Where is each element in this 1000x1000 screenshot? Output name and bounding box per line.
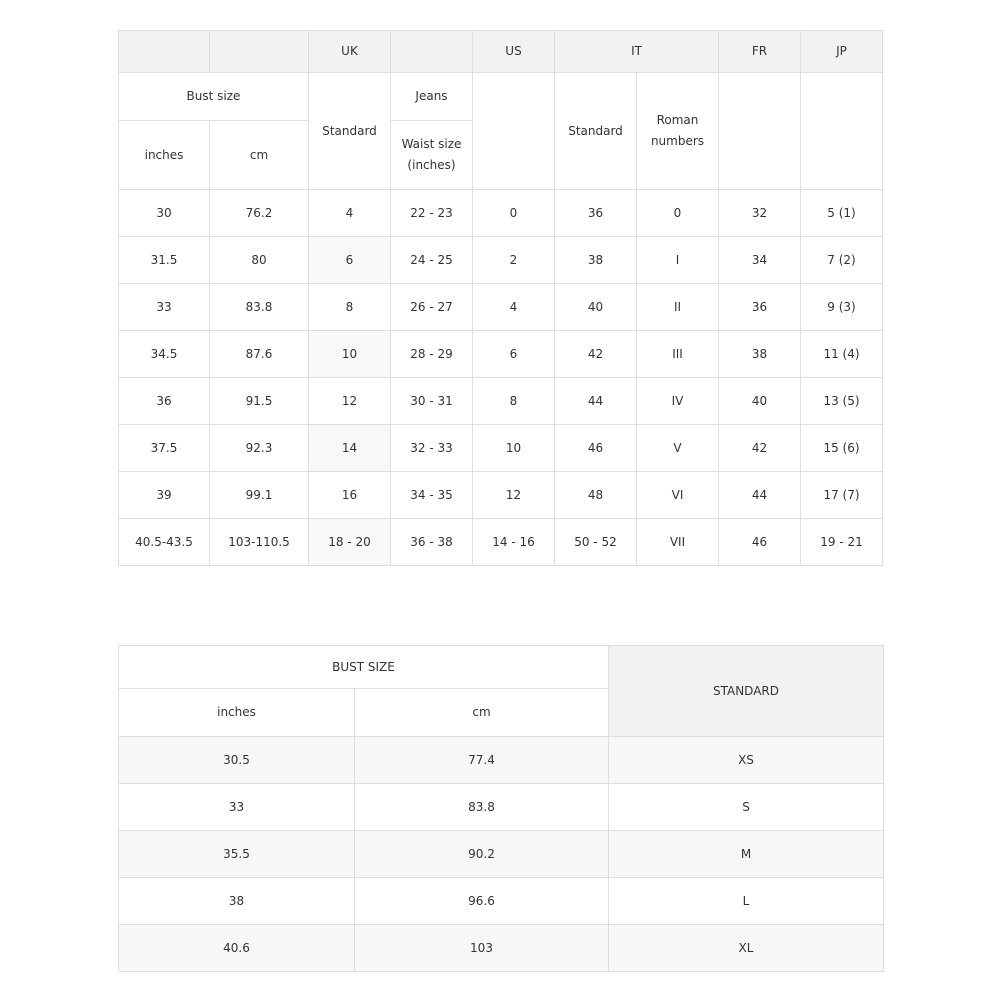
jp-cell: 17 (7) bbox=[801, 472, 883, 519]
bust-standard-table bbox=[118, 645, 884, 972]
it-roman-cell: 0 bbox=[637, 190, 719, 237]
it-roman-cell: VII bbox=[637, 519, 719, 566]
cm-header: cm bbox=[210, 121, 309, 190]
uk-cell: 12 bbox=[309, 378, 391, 425]
inches-cell: 30 bbox=[119, 190, 210, 237]
uk-standard-header: Standard bbox=[309, 73, 391, 190]
table-row bbox=[119, 519, 883, 566]
cm-cell: 83.8 bbox=[355, 784, 609, 831]
roman-numbers-header bbox=[637, 73, 719, 190]
waist-size-header bbox=[391, 121, 473, 190]
us-jeans-cell: 32 - 33 bbox=[391, 425, 473, 472]
table-row bbox=[119, 237, 883, 284]
jeans-header: Jeans bbox=[391, 73, 473, 121]
fr-cell: 32 bbox=[719, 190, 801, 237]
standard-cell: S bbox=[609, 784, 884, 831]
uk-cell: 18 - 20 bbox=[309, 519, 391, 566]
table-row bbox=[119, 925, 884, 972]
us-cell: 14 - 16 bbox=[473, 519, 555, 566]
uk-cell: 10 bbox=[309, 331, 391, 378]
fr-header: FR bbox=[719, 31, 801, 73]
fr-cell: 38 bbox=[719, 331, 801, 378]
cm-cell: 77.4 bbox=[355, 737, 609, 784]
empty-header-cell bbox=[210, 31, 309, 73]
it-standard-cell: 46 bbox=[555, 425, 637, 472]
bust-header-row bbox=[119, 646, 884, 689]
it-standard-cell: 42 bbox=[555, 331, 637, 378]
cm-cell: 103 bbox=[355, 925, 609, 972]
it-roman-cell: VI bbox=[637, 472, 719, 519]
jp-cell: 13 (5) bbox=[801, 378, 883, 425]
us-sub-header bbox=[473, 73, 555, 190]
uk-header: UK bbox=[309, 31, 391, 73]
table-row bbox=[119, 878, 884, 925]
it-header: IT bbox=[555, 31, 719, 73]
standard-cell: XL bbox=[609, 925, 884, 972]
inches-cell: 31.5 bbox=[119, 237, 210, 284]
bust-size-header: BUST SIZE bbox=[119, 646, 609, 689]
it-roman-cell: II bbox=[637, 284, 719, 331]
cm-cell: 96.6 bbox=[355, 878, 609, 925]
inches-cell: 33 bbox=[119, 784, 355, 831]
table-row bbox=[119, 737, 884, 784]
us-jeans-cell: 24 - 25 bbox=[391, 237, 473, 284]
inches-cell: 33 bbox=[119, 284, 210, 331]
us-cell: 8 bbox=[473, 378, 555, 425]
us-jeans-cell: 28 - 29 bbox=[391, 331, 473, 378]
uk-cell: 8 bbox=[309, 284, 391, 331]
us-jeans-cell: 36 - 38 bbox=[391, 519, 473, 566]
us-cell: 10 bbox=[473, 425, 555, 472]
it-standard-cell: 40 bbox=[555, 284, 637, 331]
inches-cell: 30.5 bbox=[119, 737, 355, 784]
table-row bbox=[119, 784, 884, 831]
inches-cell: 36 bbox=[119, 378, 210, 425]
uk-cell: 14 bbox=[309, 425, 391, 472]
us-jeans-cell: 26 - 27 bbox=[391, 284, 473, 331]
table-row bbox=[119, 472, 883, 519]
it-standard-cell: 44 bbox=[555, 378, 637, 425]
inches-cell: 37.5 bbox=[119, 425, 210, 472]
fr-cell: 44 bbox=[719, 472, 801, 519]
jp-cell: 19 - 21 bbox=[801, 519, 883, 566]
cm-cell: 90.2 bbox=[355, 831, 609, 878]
jp-cell: 15 (6) bbox=[801, 425, 883, 472]
jp-cell: 5 (1) bbox=[801, 190, 883, 237]
inches-header: inches bbox=[119, 689, 355, 737]
table-row bbox=[119, 331, 883, 378]
numbers-label: numbers bbox=[650, 134, 705, 148]
it-standard-cell: 38 bbox=[555, 237, 637, 284]
uk-cell: 16 bbox=[309, 472, 391, 519]
table-row bbox=[119, 190, 883, 237]
cm-cell: 87.6 bbox=[210, 331, 309, 378]
table-row bbox=[119, 284, 883, 331]
empty-header-cell bbox=[119, 31, 210, 73]
fr-cell: 42 bbox=[719, 425, 801, 472]
cm-header: cm bbox=[355, 689, 609, 737]
empty-header-cell bbox=[391, 31, 473, 73]
us-cell: 0 bbox=[473, 190, 555, 237]
inches-cell: 38 bbox=[119, 878, 355, 925]
it-roman-cell: III bbox=[637, 331, 719, 378]
cm-cell: 80 bbox=[210, 237, 309, 284]
it-standard-header: Standard bbox=[555, 73, 637, 190]
it-roman-cell: I bbox=[637, 237, 719, 284]
inches-cell: 40.5-43.5 bbox=[119, 519, 210, 566]
jp-header: JP bbox=[801, 31, 883, 73]
fr-cell: 36 bbox=[719, 284, 801, 331]
us-cell: 4 bbox=[473, 284, 555, 331]
inches-cell: 35.5 bbox=[119, 831, 355, 878]
jp-cell: 9 (3) bbox=[801, 284, 883, 331]
subheader-row bbox=[119, 73, 883, 121]
table-row bbox=[119, 378, 883, 425]
it-roman-cell: IV bbox=[637, 378, 719, 425]
cm-cell: 91.5 bbox=[210, 378, 309, 425]
fr-cell: 34 bbox=[719, 237, 801, 284]
it-standard-cell: 50 - 52 bbox=[555, 519, 637, 566]
inches-cell: 34.5 bbox=[119, 331, 210, 378]
jp-sub-header bbox=[801, 73, 883, 190]
bust-size-header: Bust size bbox=[119, 73, 309, 121]
it-standard-cell: 36 bbox=[555, 190, 637, 237]
cm-cell: 76.2 bbox=[210, 190, 309, 237]
us-cell: 12 bbox=[473, 472, 555, 519]
roman-label: Roman bbox=[656, 113, 699, 127]
us-cell: 2 bbox=[473, 237, 555, 284]
standard-header: STANDARD bbox=[609, 646, 884, 737]
jp-cell: 7 (2) bbox=[801, 237, 883, 284]
us-cell: 6 bbox=[473, 331, 555, 378]
fr-cell: 40 bbox=[719, 378, 801, 425]
it-standard-cell: 48 bbox=[555, 472, 637, 519]
cm-cell: 92.3 bbox=[210, 425, 309, 472]
standard-cell: M bbox=[609, 831, 884, 878]
fr-sub-header bbox=[719, 73, 801, 190]
us-header: US bbox=[473, 31, 555, 73]
cm-cell: 103-110.5 bbox=[210, 519, 309, 566]
size-conversion-table bbox=[118, 30, 883, 566]
standard-cell: XS bbox=[609, 737, 884, 784]
table-row bbox=[119, 831, 884, 878]
waist-unit-label: (inches) bbox=[407, 158, 456, 172]
waist-size-label: Waist size bbox=[401, 137, 462, 151]
us-jeans-cell: 34 - 35 bbox=[391, 472, 473, 519]
it-roman-cell: V bbox=[637, 425, 719, 472]
cm-cell: 83.8 bbox=[210, 284, 309, 331]
size-rows bbox=[119, 190, 883, 566]
uk-cell: 6 bbox=[309, 237, 391, 284]
us-jeans-cell: 22 - 23 bbox=[391, 190, 473, 237]
country-header-row bbox=[119, 31, 883, 73]
us-jeans-cell: 30 - 31 bbox=[391, 378, 473, 425]
inches-header: inches bbox=[119, 121, 210, 190]
standard-rows bbox=[119, 737, 884, 972]
inches-cell: 40.6 bbox=[119, 925, 355, 972]
fr-cell: 46 bbox=[719, 519, 801, 566]
table-row bbox=[119, 425, 883, 472]
cm-cell: 99.1 bbox=[210, 472, 309, 519]
standard-cell: L bbox=[609, 878, 884, 925]
inches-cell: 39 bbox=[119, 472, 210, 519]
jp-cell: 11 (4) bbox=[801, 331, 883, 378]
uk-cell: 4 bbox=[309, 190, 391, 237]
